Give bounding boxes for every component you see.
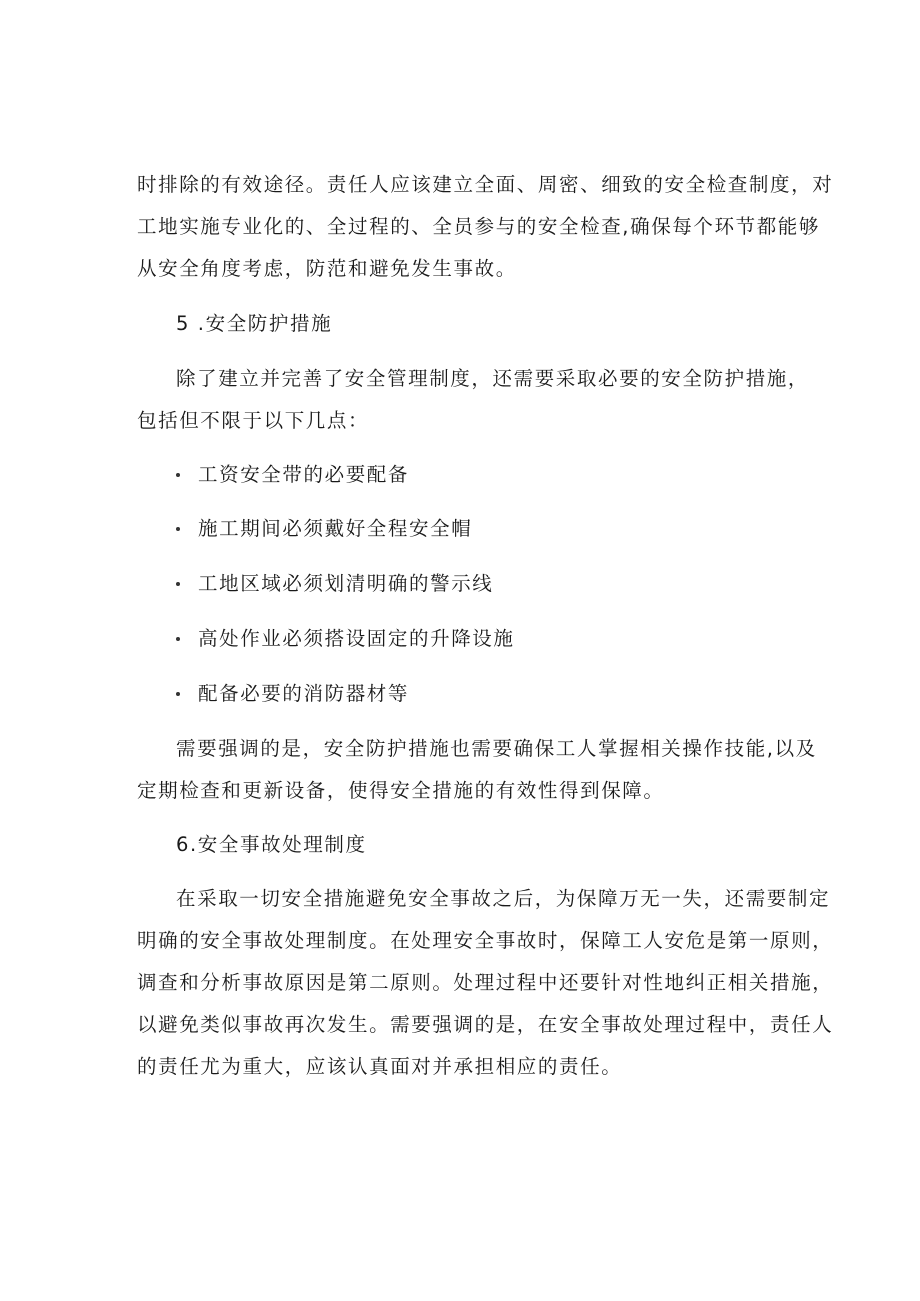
paragraph-3-line-2: 定期检查和更新设备，使得安全措施的有效性得到保障。 (137, 779, 665, 802)
paragraph-4-line-3: 调查和分析事故原因是第二原则。处理过程中还要针对性地纠正相关措施， (137, 971, 834, 994)
list-item-text: 工地区域必须划清明确的警示线 (198, 572, 494, 595)
paragraph-2-line-1: 除了建立并完善了安全管理制度，还需要采取必要的安全防护措施， (176, 367, 810, 390)
list-item-text: 高处作业必须搭设固定的升降设施 (198, 627, 515, 650)
paragraph-4-line-1: 在采取一切安全措施避免安全事故之后，为保障万无一失，还需要制定 (176, 887, 831, 910)
section-heading-6: 6.安全事故处理制度 (176, 833, 367, 856)
paragraph-1-line-1: 时排除的有效途径。责任人应该建立全面、周密、细致的安全检查制度，对 (137, 173, 834, 196)
section-heading-5: 5 .安全防护措施 (176, 312, 333, 335)
list-item-text: 施工期间必须戴好全程安全帽 (198, 517, 473, 540)
paragraph-4-line-4: 以避免类似事故再次发生。需要强调的是，在安全事故处理过程中，责任人 (137, 1013, 834, 1036)
paragraph-3-line-1: 需要强调的是，安全防护措施也需要确保工人掌握相关操作技能,以及 (176, 737, 817, 760)
list-item-text: 工资安全带的必要配备 (198, 463, 410, 486)
paragraph-2-line-2: 包括但不限于以下几点： (137, 409, 370, 432)
paragraph-1-line-2: 工地实施专业化的、全过程的、全员参与的安全检查,确保每个环节都能够 (137, 215, 820, 238)
bullet-dot-icon (176, 637, 180, 641)
paragraph-1-line-3: 从安全角度考虑，防范和避免发生事故。 (137, 257, 517, 280)
list-item-text: 配备必要的消防器材等 (198, 682, 410, 705)
bullet-dot-icon (176, 582, 180, 586)
bullet-dot-icon (176, 473, 180, 477)
bullet-dot-icon (176, 527, 180, 531)
paragraph-4-line-5: 的责任尤为重大，应该认真面对并承担相应的责任。 (137, 1055, 623, 1078)
bullet-dot-icon (176, 692, 180, 696)
paragraph-4-line-2: 明确的安全事故处理制度。在处理安全事故时，保障工人安危是第一原则， (137, 929, 834, 952)
